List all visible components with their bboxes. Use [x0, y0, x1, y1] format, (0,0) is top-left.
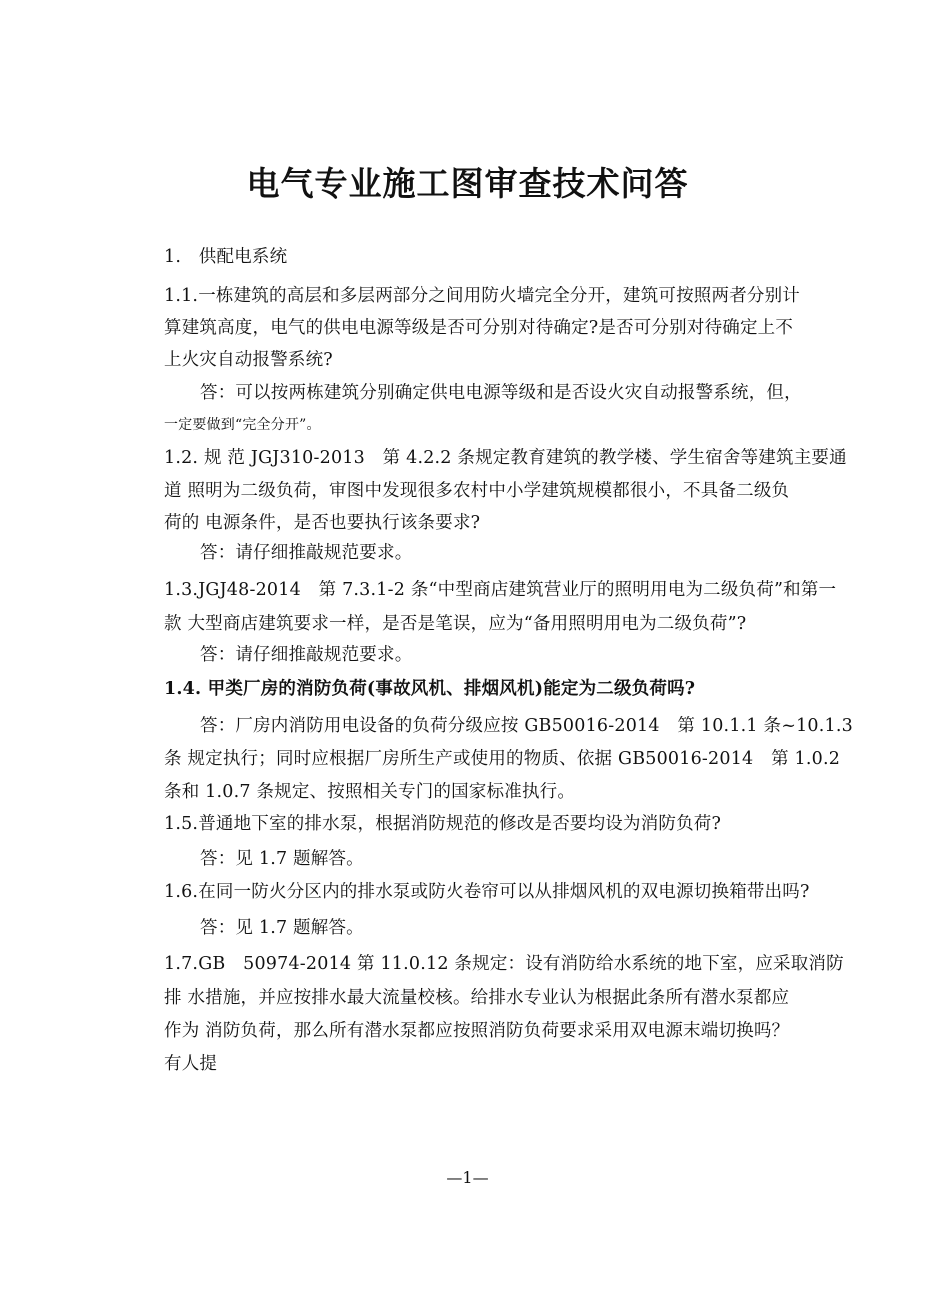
question-1-2-line-3: 荷的 电源条件，是否也要执行该条要求? [164, 513, 481, 533]
question-1-2-line-1: 1.2. 规 范 JGJ310-2013 第 4.2.2 条规定教育建筑的教学楼、学生宿舍等建筑主要通 [164, 448, 847, 468]
answer-1-4-line-2: 条 规定执行；同时应根据厂房所生产或使用的物质、依据 GB50016-2014 第 1.0.2 [164, 749, 841, 769]
question-1-1-line-1: 1.1.一栋建筑的高层和多层两部分之间用防火墙完全分开，建筑可按照两者分别计 [164, 286, 800, 306]
answer-1-1-line-1: 答：可以按两栋建筑分别确定供电电源等级和是否设火灾自动报警系统，但， [200, 383, 802, 403]
question-1-5: 1.5.普通地下室的排水泵，根据消防规范的修改是否要均设为消防负荷? [164, 814, 722, 834]
section-heading: 1. 供配电系统 [164, 247, 288, 267]
question-1-1-line-2: 算建筑高度，电气的供电电源等级是否可分别对待确定?是否可分别对待确定上不 [164, 318, 794, 338]
answer-1-4-line-3: 条和 1.0.7 条规定、按照相关专门的国家标准执行。 [164, 782, 576, 802]
question-1-6: 1.6.在同一防火分区内的排水泵或防火卷帘可以从排烟风机的双电源切换箱带出吗? [164, 882, 810, 902]
question-1-7-line-1: 1.7.GB 50974-2014 第 11.0.12 条规定：设有消防给水系统的地下室，应采取消防 [164, 954, 844, 974]
question-1-7-line-4: 有人提 [164, 1054, 218, 1074]
question-1-7-line-3: 作为 消防负荷，那么所有潜水泵都应按照消防负荷要求采用双电源末端切换吗？ [164, 1021, 790, 1041]
question-1-7-line-2: 排 水措施，并应按排水最大流量校核。给排水专业认为根据此条所有潜水泵都应 [164, 988, 790, 1008]
answer-1-6: 答：见 1.7 题解答。 [200, 918, 364, 938]
question-1-2-line-2: 道 照明为二级负荷，审图中发现很多农村中小学建筑规模都很小，不具备二级负 [164, 481, 790, 501]
question-1-1-line-3: 上火灾自动报警系统? [164, 350, 333, 370]
question-1-3-line-1: 1.3.JGJ48-2014 第 7.3.1-2 条“中型商店建筑营业厅的照明用电为二级负荷”和第一 [164, 580, 837, 600]
answer-1-5: 答：见 1.7 题解答。 [200, 849, 364, 869]
answer-1-1-line-2: 一定要做到“完全分开”。 [164, 417, 321, 433]
answer-1-3: 答：请仔细推敲规范要求。 [200, 645, 413, 665]
question-1-3-line-2: 款 大型商店建筑要求一样，是否是笔误，应为“备用照明用电为二级负荷”? [164, 614, 747, 634]
page-number: —1— [446, 1168, 489, 1187]
answer-1-2: 答：请仔细推敲规范要求。 [200, 543, 413, 563]
page-title: 电气专业施工图审查技术问答 [246, 164, 689, 203]
answer-1-4-line-1: 答：厂房内消防用电设备的负荷分级应按 GB50016-2014 第 10.1.1 条~10.1.3 [200, 716, 853, 736]
question-1-4: 1.4. 甲类厂房的消防负荷(事故风机、排烟风机)能定为二级负荷吗? [164, 679, 696, 699]
